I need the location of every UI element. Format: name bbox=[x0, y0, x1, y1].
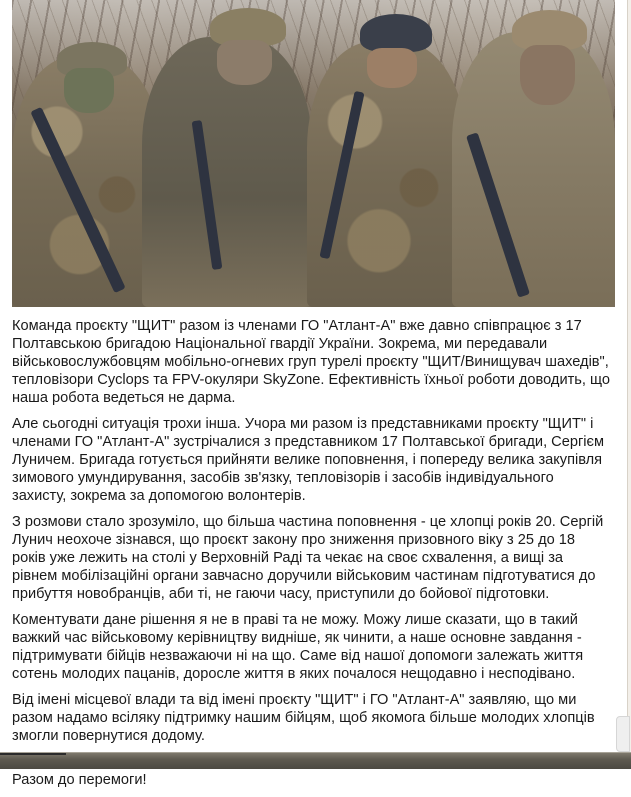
paragraph: Разом до перемоги! bbox=[12, 772, 147, 788]
paragraph: Від імені місцевої влади та від імені проєкту "ЩИТ" і ГО "Атлант-А" заявляю, що ми разом надамо всіляку підтримку нашим бійцям, щоб якомога більше молодих хлопців змогли повернутися додому. bbox=[12, 692, 595, 744]
soldiers-photo[interactable] bbox=[12, 0, 615, 307]
bottom-bar bbox=[0, 752, 631, 769]
paragraph: З розмови стало зрозуміло, що більша частина поповнення - це хлопці років 20. Сергій Лунич неохоче зізнався, що проєкт закону про зниження призовного віку з 25 до 18 років уже лежить на столі у Верховній Раді та чекає на своє схвалення, а вищі за рівнем мобілізаційні органи завчасно доручили військовим частинам підготуватися до прибуття новобранців, аби ті, не гаючи часу, приступили до бойової підготовки. bbox=[12, 514, 604, 602]
scroll-handle[interactable] bbox=[616, 716, 630, 752]
paragraph: Коментувати дане рішення я не в праві та не можу. Можу лише сказати, що в такий важкий час військовому керівництву видніше, як чинити, а наше основне завдання - підтримувати бійців незважаючи ні на що. Саме від нашої допомоги залежать життя сотень молодих пацанів, доросле життя в яких почалося нещодавно і несподівано. bbox=[12, 612, 584, 682]
article-body bbox=[12, 317, 612, 797]
face-mask bbox=[367, 48, 417, 88]
camo-mask bbox=[520, 45, 575, 105]
progress-indicator bbox=[0, 753, 66, 755]
face bbox=[217, 40, 272, 85]
helmet-icon bbox=[512, 10, 587, 50]
paragraph: Команда проєкту "ЩИТ" разом із членами ГО "Атлант-А" вже давно співпрацює з 17 Полтавською бригадою Національної гвардії України. Зокрема, ми передавали військовослужбовцям мобільно-огневих груп турелі проєкту "ЩИТ/Винищувач шахедів", тепловізори Cyclops та FPV-окуляри SkyZone. Ефективність їхньої роботи доводить, що наша робота ведеться не дарма. bbox=[12, 318, 610, 406]
balaclava-face bbox=[64, 68, 114, 113]
page-edge-divider bbox=[627, 0, 631, 752]
helmet-icon bbox=[360, 14, 432, 52]
paragraph: Але сьогодні ситуація трохи інша. Учора ми разом із представниками проєкту "ЩИТ" і членами ГО "Атлант-А" зустрічалися з представником 17 Полтавської бригади, Сергієм Луничем. Бригада готується прийняти велике поповнення, і попереду велика закупівля зимового умундирування, засобів зв'язку, тепловізорів і засобів індивідуального захисту, зокрема за допомогою волонтерів. bbox=[12, 416, 604, 504]
